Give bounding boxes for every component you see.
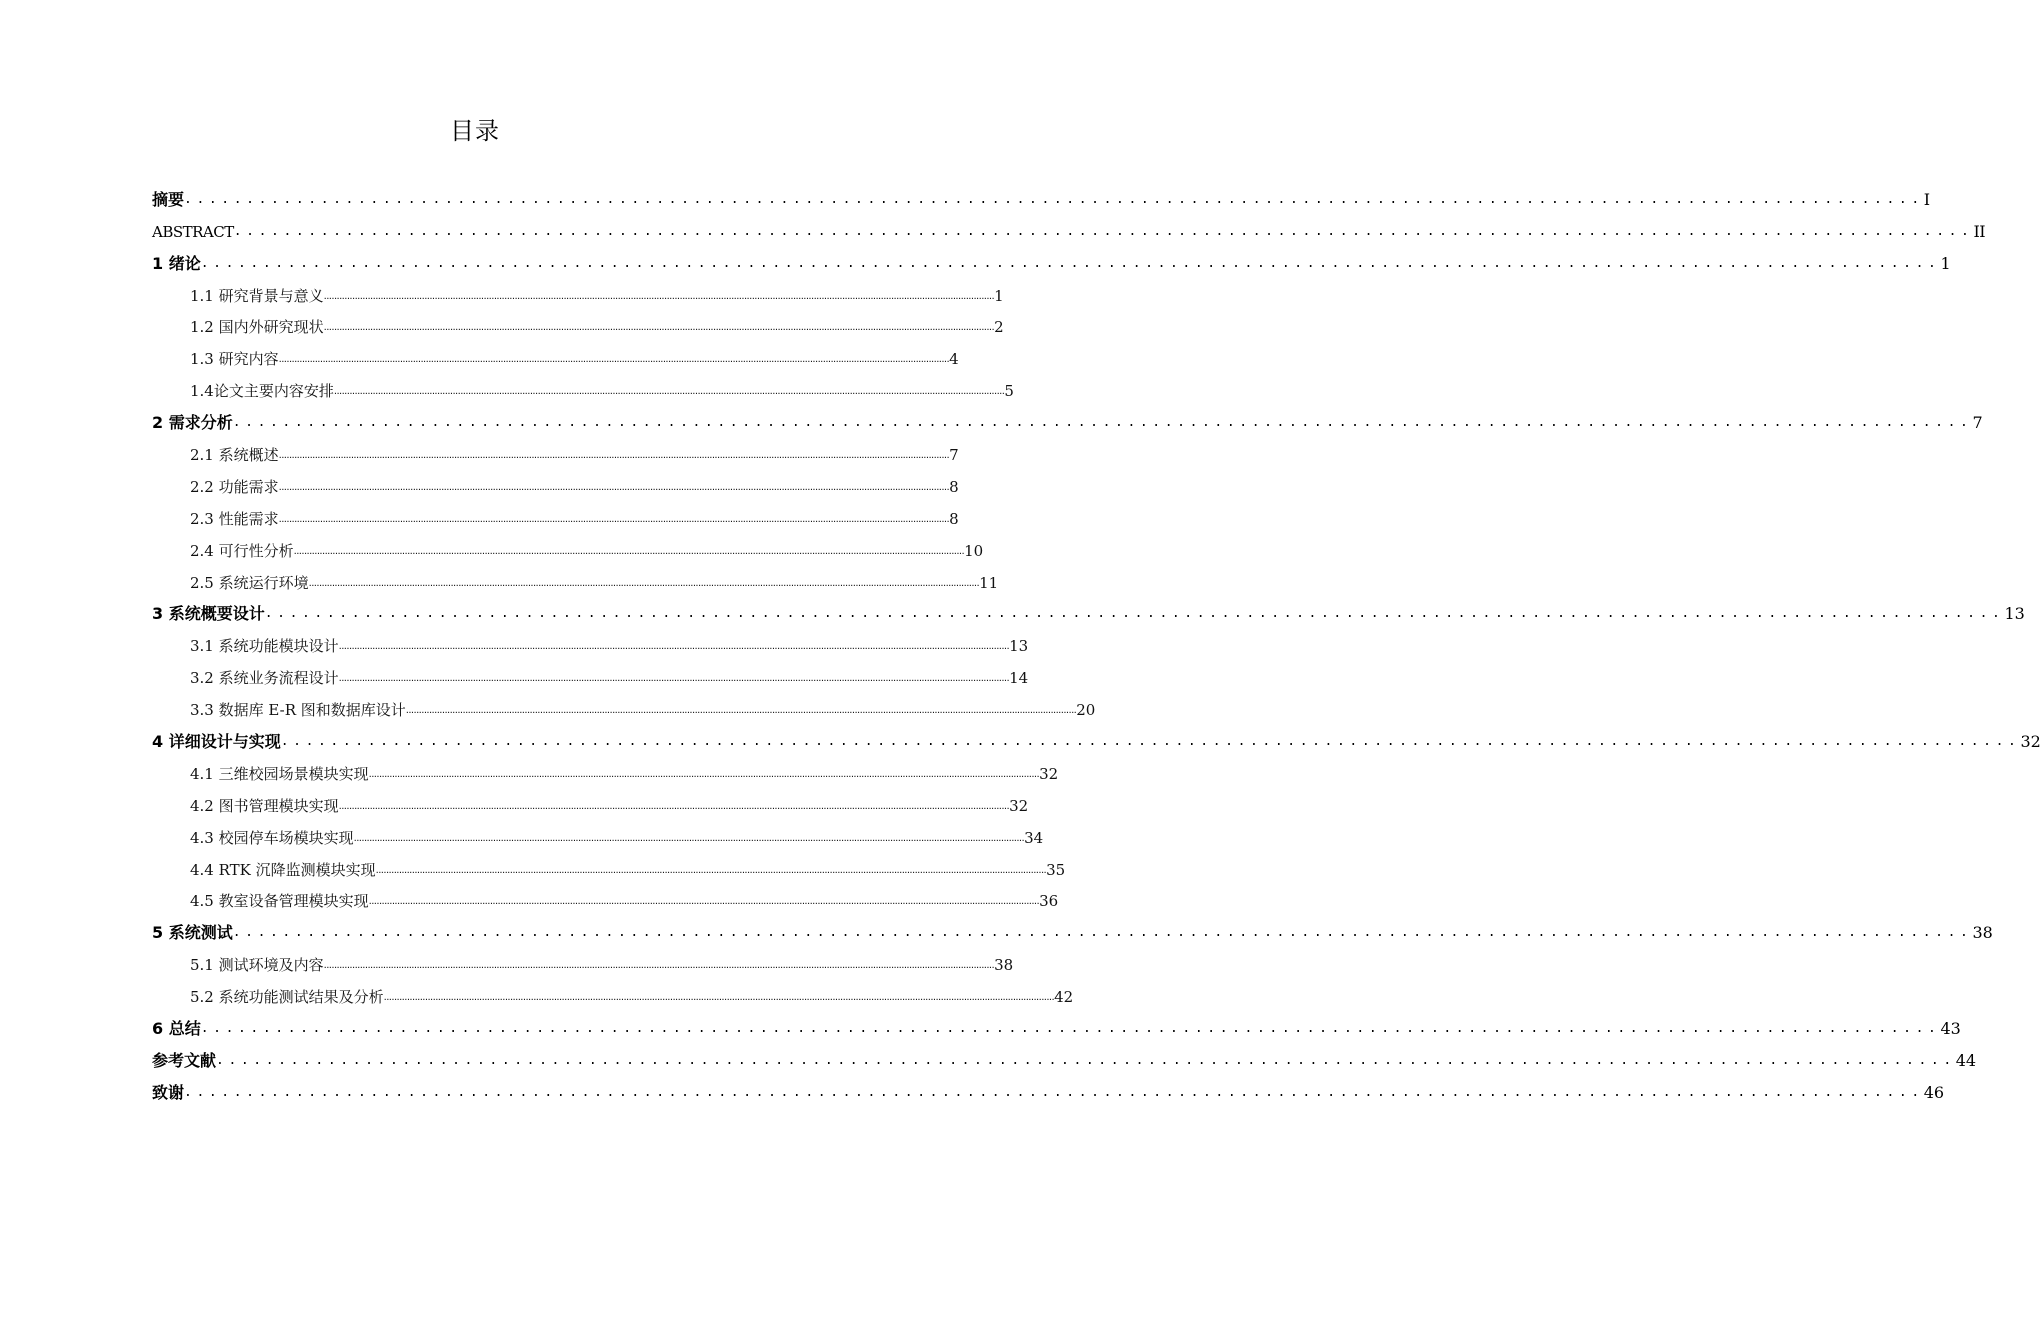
toc-section-entry[interactable]	[152, 467, 959, 499]
toc-page-number: 20	[1076, 701, 1096, 720]
toc-entry-label: 4.1 三维校园场景模块实现	[190, 764, 369, 783]
toc-chapter-entry[interactable]	[152, 722, 2041, 754]
toc-section-entry[interactable]	[152, 818, 1044, 850]
toc-chapter-entry[interactable]	[152, 913, 1993, 945]
toc-dot-leader: ............................................................................................................................................	[184, 1084, 1924, 1100]
toc-section-entry[interactable]	[152, 658, 1029, 690]
toc-entry-label: 2 需求分析	[152, 413, 233, 433]
toc-chapter-entry[interactable]	[152, 212, 1986, 244]
toc-page-number: 5	[1004, 382, 1014, 401]
toc-dot-leader: ............................................................................................................................................	[232, 925, 1973, 941]
toc-section-entry[interactable]	[152, 626, 1029, 658]
toc-section-entry[interactable]	[152, 276, 1004, 308]
toc-dot-leader: ....................................................................................................................................................................................................................................................................	[338, 673, 1010, 685]
toc-page-number: 46	[1923, 1082, 1945, 1102]
toc-entry-label: 2.2 功能需求	[190, 477, 279, 496]
toc-page-number: 13	[1009, 637, 1029, 656]
toc-page-number: 8	[949, 477, 959, 496]
toc-entry-label: 1.4论文主要内容安排	[190, 382, 334, 401]
toc-entry-label: 5.1 测试环境及内容	[190, 956, 324, 975]
toc-section-entry[interactable]	[152, 945, 1014, 977]
toc-dot-leader: ............................................................................................................................................	[232, 415, 1973, 431]
toc-page-number: 11	[979, 573, 999, 592]
toc-dot-leader: ....................................................................................................................................................................................................................................................................	[405, 705, 1077, 717]
toc-page-number: 42	[1054, 988, 1074, 1007]
toc-chapter-entry[interactable]	[152, 244, 1951, 276]
toc-page-number: 32	[1009, 796, 1029, 815]
toc-entry-label: 3.2 系统业务流程设计	[190, 669, 339, 688]
toc-page-number: 43	[1940, 1019, 1961, 1039]
toc-dot-leader: ....................................................................................................................................................................................................................................................................	[323, 290, 995, 302]
toc-entry-label: 4.4 RTK 沉降监测模块实现	[190, 860, 376, 879]
toc-dot-leader: ............................................................................................................................................	[184, 191, 1924, 207]
toc-entry-label: 致谢	[152, 1082, 185, 1102]
table-of-contents	[152, 180, 2041, 1105]
toc-dot-leader: ....................................................................................................................................................................................................................................................................	[375, 864, 1047, 876]
toc-page-number: 36	[1039, 892, 1059, 911]
toc-dot-leader: ............................................................................................................................................	[216, 1052, 1956, 1068]
toc-dot-leader: ....................................................................................................................................................................................................................................................................	[323, 322, 995, 334]
toc-dot-leader: ............................................................................................................................................	[280, 734, 2021, 750]
toc-dot-leader: ....................................................................................................................................................................................................................................................................	[338, 800, 1010, 812]
toc-page-number: 34	[1024, 828, 1044, 847]
toc-entry-label: ABSTRACT	[152, 222, 234, 241]
toc-entry-label: 3.3 数据库 E-R 图和数据库设计	[190, 701, 406, 720]
toc-section-entry[interactable]	[152, 690, 1096, 722]
toc-entry-label: 1.3 研究内容	[190, 350, 279, 369]
toc-entry-label: 4.5 教室设备管理模块实现	[190, 892, 369, 911]
toc-section-entry[interactable]	[152, 435, 959, 467]
toc-entry-label: 3 系统概要设计	[152, 604, 265, 624]
toc-entry-label: 5 系统测试	[152, 923, 233, 943]
toc-section-entry[interactable]	[152, 977, 1074, 1009]
toc-page-number: I	[1923, 189, 1931, 209]
toc-chapter-entry[interactable]	[152, 595, 2025, 627]
toc-entry-label: 摘要	[152, 189, 185, 209]
toc-dot-leader: ....................................................................................................................................................................................................................................................................	[368, 896, 1040, 908]
toc-page-number: 38	[994, 956, 1014, 975]
toc-page-number: 13	[2004, 604, 2025, 624]
toc-page-number: 38	[1972, 923, 1993, 943]
toc-entry-label: 6 总结	[152, 1019, 201, 1039]
toc-chapter-entry[interactable]	[152, 180, 1931, 212]
page-title: 目录	[450, 117, 500, 145]
toc-section-entry[interactable]	[152, 850, 1066, 882]
toc-entry-label: 参考文献	[152, 1050, 217, 1070]
toc-entry-label: 1.2 国内外研究现状	[190, 318, 324, 337]
toc-entry-label: 2.5 系统运行环境	[190, 573, 309, 592]
toc-entry-label: 4 详细设计与实现	[152, 732, 281, 752]
toc-dot-leader: ....................................................................................................................................................................................................................................................................	[383, 992, 1055, 1004]
toc-entry-label: 4.3 校园停车场模块实现	[190, 828, 354, 847]
toc-dot-leader: ....................................................................................................................................................................................................................................................................	[293, 545, 965, 557]
toc-dot-leader: ............................................................................................................................................	[233, 223, 1974, 239]
toc-page-number: 2	[994, 318, 1004, 337]
toc-chapter-entry[interactable]	[152, 1041, 1977, 1073]
toc-dot-leader: ....................................................................................................................................................................................................................................................................	[333, 386, 1005, 398]
toc-page-number: 44	[1955, 1050, 1977, 1070]
toc-section-entry[interactable]	[152, 371, 1014, 403]
toc-dot-leader: ....................................................................................................................................................................................................................................................................	[278, 481, 950, 493]
toc-section-entry[interactable]	[152, 531, 984, 563]
toc-section-entry[interactable]	[152, 754, 1059, 786]
toc-page-number: 32	[2020, 732, 2041, 752]
toc-dot-leader: ....................................................................................................................................................................................................................................................................	[353, 832, 1025, 844]
toc-dot-leader: ....................................................................................................................................................................................................................................................................	[278, 450, 950, 462]
toc-chapter-entry[interactable]	[152, 1073, 1945, 1105]
toc-page-number: 10	[964, 541, 984, 560]
toc-dot-leader: ....................................................................................................................................................................................................................................................................	[278, 513, 950, 525]
toc-page-number: 32	[1039, 764, 1059, 783]
toc-page-number: 35	[1046, 860, 1066, 879]
toc-page-number: 8	[949, 509, 959, 528]
toc-chapter-entry[interactable]	[152, 403, 1983, 435]
toc-section-entry[interactable]	[152, 882, 1059, 914]
toc-dot-leader: ............................................................................................................................................	[200, 1021, 1941, 1037]
toc-dot-leader: ....................................................................................................................................................................................................................................................................	[308, 577, 980, 589]
toc-entry-label: 1 绪论	[152, 253, 201, 273]
toc-page-number: 1	[1940, 253, 1951, 273]
toc-section-entry[interactable]	[152, 499, 959, 531]
toc-section-entry[interactable]	[152, 339, 959, 371]
toc-section-entry[interactable]	[152, 786, 1029, 818]
toc-entry-label: 4.2 图书管理模块实现	[190, 796, 339, 815]
toc-page-number: 14	[1009, 669, 1029, 688]
toc-entry-label: 3.1 系统功能模块设计	[190, 637, 339, 656]
toc-dot-leader: ....................................................................................................................................................................................................................................................................	[278, 354, 950, 366]
toc-dot-leader: ....................................................................................................................................................................................................................................................................	[338, 641, 1010, 653]
toc-chapter-entry[interactable]	[152, 1009, 1961, 1041]
toc-page-number: 7	[1972, 413, 1983, 433]
toc-entry-label: 5.2 系统功能测试结果及分析	[190, 988, 384, 1007]
toc-entry-label: 2.4 可行性分析	[190, 541, 294, 560]
toc-dot-leader: ............................................................................................................................................	[200, 255, 1941, 271]
toc-page-number: 4	[949, 350, 959, 369]
toc-page-number: 1	[994, 286, 1004, 305]
toc-entry-label: 1.1 研究背景与意义	[190, 286, 324, 305]
toc-section-entry[interactable]	[152, 563, 999, 595]
toc-page-number: 7	[949, 446, 959, 465]
toc-entry-label: 2.1 系统概述	[190, 446, 279, 465]
toc-page-number: II	[1973, 221, 1986, 241]
toc-dot-leader: ....................................................................................................................................................................................................................................................................	[323, 960, 995, 972]
toc-entry-label: 2.3 性能需求	[190, 509, 279, 528]
toc-section-entry[interactable]	[152, 308, 1004, 340]
toc-dot-leader: ............................................................................................................................................	[264, 606, 2005, 622]
toc-dot-leader: ....................................................................................................................................................................................................................................................................	[368, 768, 1040, 780]
